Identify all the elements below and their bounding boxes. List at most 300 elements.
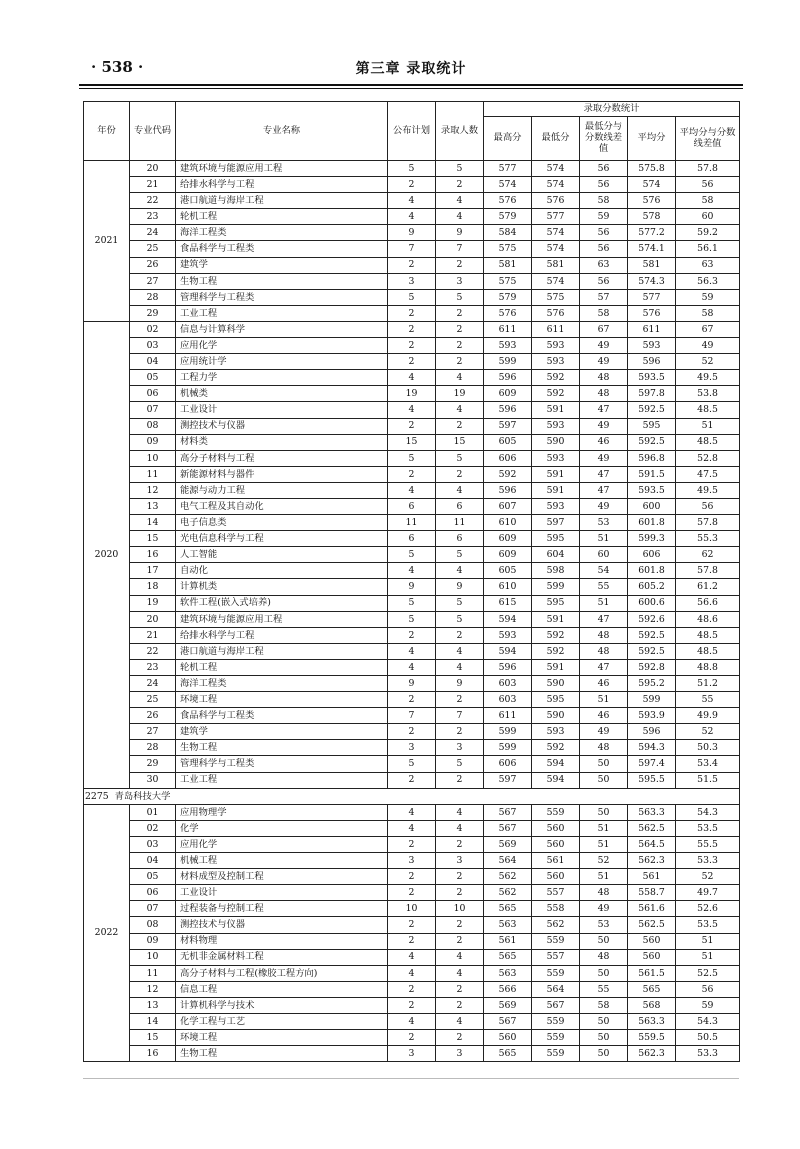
avg-diff-cell: 49.7 bbox=[676, 885, 740, 901]
major-name-cell: 材料物理 bbox=[176, 933, 388, 949]
planned-cell: 2 bbox=[388, 724, 436, 740]
min-score-cell: 574 bbox=[532, 225, 580, 241]
major-name-cell: 新能源材料与器件 bbox=[176, 466, 388, 482]
max-score-cell: 599 bbox=[484, 354, 532, 370]
avg-diff-cell: 56.3 bbox=[676, 273, 740, 289]
min-diff-cell: 47 bbox=[580, 466, 628, 482]
max-score-cell: 565 bbox=[484, 1046, 532, 1062]
planned-cell: 6 bbox=[388, 531, 436, 547]
max-score-cell: 596 bbox=[484, 370, 532, 386]
major-name-cell: 生物工程 bbox=[176, 273, 388, 289]
admitted-cell: 2 bbox=[436, 257, 484, 273]
min-diff-cell: 50 bbox=[580, 1030, 628, 1046]
major-code-cell: 05 bbox=[130, 869, 176, 885]
avg-score-cell: 576 bbox=[628, 305, 676, 321]
planned-cell: 4 bbox=[388, 370, 436, 386]
max-score-cell: 615 bbox=[484, 595, 532, 611]
major-name-cell: 材料类 bbox=[176, 434, 388, 450]
major-name-cell: 计算机科学与技术 bbox=[176, 997, 388, 1013]
planned-cell: 4 bbox=[388, 193, 436, 209]
avg-diff-cell: 52 bbox=[676, 724, 740, 740]
major-code-cell: 24 bbox=[130, 225, 176, 241]
admitted-cell: 4 bbox=[436, 402, 484, 418]
table-row bbox=[84, 853, 740, 869]
min-diff-cell: 60 bbox=[580, 547, 628, 563]
major-code-cell: 26 bbox=[130, 708, 176, 724]
major-code-cell: 20 bbox=[130, 161, 176, 177]
avg-diff-cell: 51.5 bbox=[676, 772, 740, 788]
university-code: 2275 bbox=[85, 790, 109, 802]
min-score-cell: 560 bbox=[532, 869, 580, 885]
major-name-cell: 环境工程 bbox=[176, 692, 388, 708]
min-score-cell: 576 bbox=[532, 305, 580, 321]
admitted-cell: 2 bbox=[436, 724, 484, 740]
planned-cell: 2 bbox=[388, 885, 436, 901]
header-rule bbox=[79, 84, 743, 86]
planned-cell: 19 bbox=[388, 386, 436, 402]
planned-cell: 2 bbox=[388, 692, 436, 708]
max-score-cell: 596 bbox=[484, 659, 532, 675]
admitted-cell: 4 bbox=[436, 193, 484, 209]
table-row bbox=[84, 708, 740, 724]
admitted-cell: 3 bbox=[436, 740, 484, 756]
min-score-cell: 564 bbox=[532, 981, 580, 997]
planned-cell: 2 bbox=[388, 321, 436, 337]
planned-cell: 10 bbox=[388, 901, 436, 917]
major-name-cell: 港口航道与海岸工程 bbox=[176, 643, 388, 659]
major-name-cell: 信息与计算科学 bbox=[176, 321, 388, 337]
university-row bbox=[84, 788, 740, 804]
avg-score-cell: 565 bbox=[628, 981, 676, 997]
avg-score-cell: 593.9 bbox=[628, 708, 676, 724]
major-name-cell: 给排水科学与工程 bbox=[176, 177, 388, 193]
admitted-cell: 7 bbox=[436, 708, 484, 724]
planned-cell: 9 bbox=[388, 225, 436, 241]
major-code-cell: 29 bbox=[130, 305, 176, 321]
avg-score-cell: 562.5 bbox=[628, 820, 676, 836]
major-name-cell: 人工智能 bbox=[176, 547, 388, 563]
min-diff-cell: 48 bbox=[580, 627, 628, 643]
min-diff-cell: 55 bbox=[580, 579, 628, 595]
avg-diff-cell: 59 bbox=[676, 289, 740, 305]
avg-diff-cell: 48.6 bbox=[676, 611, 740, 627]
min-score-cell: 575 bbox=[532, 289, 580, 305]
max-score-cell: 594 bbox=[484, 611, 532, 627]
min-score-cell: 559 bbox=[532, 965, 580, 981]
admitted-cell: 2 bbox=[436, 466, 484, 482]
planned-cell: 2 bbox=[388, 627, 436, 643]
min-score-cell: 593 bbox=[532, 450, 580, 466]
major-code-cell: 16 bbox=[130, 1046, 176, 1062]
table-row bbox=[84, 1030, 740, 1046]
max-score-cell: 569 bbox=[484, 997, 532, 1013]
major-code-cell: 29 bbox=[130, 756, 176, 772]
min-diff-cell: 49 bbox=[580, 450, 628, 466]
avg-score-cell: 611 bbox=[628, 321, 676, 337]
admitted-cell: 3 bbox=[436, 273, 484, 289]
header-year: 年份 bbox=[84, 102, 130, 161]
table-row bbox=[84, 740, 740, 756]
max-score-cell: 610 bbox=[484, 515, 532, 531]
avg-diff-cell: 48.5 bbox=[676, 627, 740, 643]
table-row bbox=[84, 949, 740, 965]
major-name-cell: 工业工程 bbox=[176, 305, 388, 321]
table-row bbox=[84, 563, 740, 579]
max-score-cell: 576 bbox=[484, 305, 532, 321]
major-name-cell: 电气工程及其自动化 bbox=[176, 498, 388, 514]
header-avg: 平均分 bbox=[628, 117, 676, 161]
admitted-cell: 9 bbox=[436, 225, 484, 241]
avg-score-cell: 563.3 bbox=[628, 804, 676, 820]
avg-diff-cell: 55.3 bbox=[676, 531, 740, 547]
max-score-cell: 576 bbox=[484, 193, 532, 209]
avg-score-cell: 595.5 bbox=[628, 772, 676, 788]
avg-score-cell: 596 bbox=[628, 724, 676, 740]
avg-diff-cell: 60 bbox=[676, 209, 740, 225]
min-score-cell: 559 bbox=[532, 1030, 580, 1046]
avg-diff-cell: 53.3 bbox=[676, 1046, 740, 1062]
header-avg-diff: 平均分与分数线差值 bbox=[676, 117, 740, 161]
header-score-stats: 录取分数统计 bbox=[484, 102, 740, 117]
avg-diff-cell: 59 bbox=[676, 997, 740, 1013]
table-row bbox=[84, 498, 740, 514]
min-score-cell: 557 bbox=[532, 949, 580, 965]
min-score-cell: 591 bbox=[532, 611, 580, 627]
avg-score-cell: 562.3 bbox=[628, 853, 676, 869]
min-diff-cell: 59 bbox=[580, 209, 628, 225]
major-name-cell: 应用物理学 bbox=[176, 804, 388, 820]
min-score-cell: 595 bbox=[532, 692, 580, 708]
min-diff-cell: 46 bbox=[580, 676, 628, 692]
admission-score-table bbox=[83, 101, 740, 1062]
major-name-cell: 海洋工程类 bbox=[176, 676, 388, 692]
max-score-cell: 567 bbox=[484, 1013, 532, 1029]
planned-cell: 4 bbox=[388, 563, 436, 579]
max-score-cell: 563 bbox=[484, 965, 532, 981]
min-diff-cell: 49 bbox=[580, 498, 628, 514]
avg-score-cell: 599 bbox=[628, 692, 676, 708]
admitted-cell: 2 bbox=[436, 1030, 484, 1046]
min-diff-cell: 52 bbox=[580, 853, 628, 869]
max-score-cell: 605 bbox=[484, 434, 532, 450]
min-score-cell: 559 bbox=[532, 1046, 580, 1062]
min-diff-cell: 54 bbox=[580, 563, 628, 579]
admitted-cell: 2 bbox=[436, 338, 484, 354]
min-score-cell: 591 bbox=[532, 482, 580, 498]
max-score-cell: 575 bbox=[484, 273, 532, 289]
max-score-cell: 609 bbox=[484, 531, 532, 547]
avg-score-cell: 560 bbox=[628, 949, 676, 965]
min-score-cell: 560 bbox=[532, 836, 580, 852]
major-name-cell: 自动化 bbox=[176, 563, 388, 579]
avg-score-cell: 561.6 bbox=[628, 901, 676, 917]
avg-score-cell: 597.4 bbox=[628, 756, 676, 772]
avg-diff-cell: 63 bbox=[676, 257, 740, 273]
min-score-cell: 594 bbox=[532, 772, 580, 788]
min-score-cell: 567 bbox=[532, 997, 580, 1013]
min-score-cell: 593 bbox=[532, 338, 580, 354]
planned-cell: 2 bbox=[388, 997, 436, 1013]
chapter-title: 第三章 录取统计 bbox=[355, 61, 467, 77]
max-score-cell: 564 bbox=[484, 853, 532, 869]
avg-score-cell: 577 bbox=[628, 289, 676, 305]
major-name-cell: 轮机工程 bbox=[176, 659, 388, 675]
planned-cell: 2 bbox=[388, 177, 436, 193]
min-score-cell: 590 bbox=[532, 434, 580, 450]
admitted-cell: 2 bbox=[436, 869, 484, 885]
table-row bbox=[84, 1046, 740, 1062]
avg-score-cell: 592.6 bbox=[628, 611, 676, 627]
min-score-cell: 592 bbox=[532, 386, 580, 402]
major-name-cell: 管理科学与工程类 bbox=[176, 756, 388, 772]
table-row bbox=[84, 997, 740, 1013]
table-row bbox=[84, 515, 740, 531]
min-diff-cell: 50 bbox=[580, 756, 628, 772]
min-diff-cell: 58 bbox=[580, 305, 628, 321]
avg-diff-cell: 47.5 bbox=[676, 466, 740, 482]
year-cell: 2021 bbox=[84, 161, 130, 322]
admitted-cell: 9 bbox=[436, 579, 484, 595]
avg-diff-cell: 53.8 bbox=[676, 386, 740, 402]
table-row bbox=[84, 933, 740, 949]
major-code-cell: 08 bbox=[130, 917, 176, 933]
admitted-cell: 2 bbox=[436, 627, 484, 643]
major-code-cell: 19 bbox=[130, 595, 176, 611]
planned-cell: 9 bbox=[388, 579, 436, 595]
major-name-cell: 材料成型及控制工程 bbox=[176, 869, 388, 885]
planned-cell: 2 bbox=[388, 257, 436, 273]
admitted-cell: 4 bbox=[436, 370, 484, 386]
header-min-diff: 最低分与分数线差值 bbox=[580, 117, 628, 161]
major-code-cell: 10 bbox=[130, 949, 176, 965]
planned-cell: 2 bbox=[388, 869, 436, 885]
major-code-cell: 12 bbox=[130, 981, 176, 997]
avg-score-cell: 562.3 bbox=[628, 1046, 676, 1062]
avg-score-cell: 581 bbox=[628, 257, 676, 273]
min-score-cell: 590 bbox=[532, 708, 580, 724]
max-score-cell: 565 bbox=[484, 901, 532, 917]
major-name-cell: 高分子材料与工程(橡胶工程方向) bbox=[176, 965, 388, 981]
planned-cell: 2 bbox=[388, 981, 436, 997]
major-code-cell: 17 bbox=[130, 563, 176, 579]
major-code-cell: 25 bbox=[130, 692, 176, 708]
max-score-cell: 603 bbox=[484, 692, 532, 708]
avg-score-cell: 564.5 bbox=[628, 836, 676, 852]
major-code-cell: 23 bbox=[130, 659, 176, 675]
planned-cell: 2 bbox=[388, 836, 436, 852]
min-score-cell: 581 bbox=[532, 257, 580, 273]
major-code-cell: 16 bbox=[130, 547, 176, 563]
table-row bbox=[84, 482, 740, 498]
admitted-cell: 4 bbox=[436, 659, 484, 675]
page-number: · 538 · bbox=[91, 58, 144, 76]
major-code-cell: 11 bbox=[130, 965, 176, 981]
major-name-cell: 建筑学 bbox=[176, 257, 388, 273]
avg-score-cell: 563.3 bbox=[628, 1013, 676, 1029]
avg-diff-cell: 52 bbox=[676, 354, 740, 370]
major-code-cell: 30 bbox=[130, 772, 176, 788]
admitted-cell: 2 bbox=[436, 836, 484, 852]
avg-diff-cell: 51 bbox=[676, 418, 740, 434]
planned-cell: 4 bbox=[388, 659, 436, 675]
min-diff-cell: 58 bbox=[580, 193, 628, 209]
avg-score-cell: 561.5 bbox=[628, 965, 676, 981]
planned-cell: 2 bbox=[388, 772, 436, 788]
max-score-cell: 562 bbox=[484, 885, 532, 901]
min-diff-cell: 55 bbox=[580, 981, 628, 997]
major-name-cell: 应用化学 bbox=[176, 338, 388, 354]
avg-diff-cell: 54.3 bbox=[676, 804, 740, 820]
planned-cell: 4 bbox=[388, 482, 436, 498]
min-score-cell: 592 bbox=[532, 740, 580, 756]
table-row bbox=[84, 611, 740, 627]
table-row bbox=[84, 531, 740, 547]
min-diff-cell: 47 bbox=[580, 402, 628, 418]
avg-diff-cell: 48.5 bbox=[676, 402, 740, 418]
planned-cell: 2 bbox=[388, 338, 436, 354]
avg-diff-cell: 55 bbox=[676, 692, 740, 708]
planned-cell: 2 bbox=[388, 917, 436, 933]
max-score-cell: 611 bbox=[484, 321, 532, 337]
avg-score-cell: 599.3 bbox=[628, 531, 676, 547]
max-score-cell: 593 bbox=[484, 627, 532, 643]
avg-diff-cell: 49.5 bbox=[676, 482, 740, 498]
max-score-cell: 567 bbox=[484, 804, 532, 820]
planned-cell: 3 bbox=[388, 853, 436, 869]
table-row bbox=[84, 241, 740, 257]
major-name-cell: 化学工程与工艺 bbox=[176, 1013, 388, 1029]
major-name-cell: 建筑环境与能源应用工程 bbox=[176, 611, 388, 627]
max-score-cell: 603 bbox=[484, 676, 532, 692]
max-score-cell: 597 bbox=[484, 772, 532, 788]
min-score-cell: 592 bbox=[532, 643, 580, 659]
max-score-cell: 593 bbox=[484, 338, 532, 354]
avg-score-cell: 601.8 bbox=[628, 563, 676, 579]
avg-diff-cell: 55.5 bbox=[676, 836, 740, 852]
admitted-cell: 2 bbox=[436, 305, 484, 321]
admitted-cell: 19 bbox=[436, 386, 484, 402]
avg-score-cell: 578 bbox=[628, 209, 676, 225]
planned-cell: 4 bbox=[388, 949, 436, 965]
major-code-cell: 14 bbox=[130, 1013, 176, 1029]
min-score-cell: 604 bbox=[532, 547, 580, 563]
min-diff-cell: 49 bbox=[580, 354, 628, 370]
major-name-cell: 高分子材料与工程 bbox=[176, 450, 388, 466]
major-code-cell: 04 bbox=[130, 354, 176, 370]
major-name-cell: 化学 bbox=[176, 820, 388, 836]
table-row bbox=[84, 370, 740, 386]
avg-diff-cell: 57.8 bbox=[676, 515, 740, 531]
table-row bbox=[84, 193, 740, 209]
major-name-cell: 管理科学与工程类 bbox=[176, 289, 388, 305]
admitted-cell: 15 bbox=[436, 434, 484, 450]
major-code-cell: 06 bbox=[130, 386, 176, 402]
major-code-cell: 22 bbox=[130, 193, 176, 209]
avg-diff-cell: 58 bbox=[676, 305, 740, 321]
admitted-cell: 2 bbox=[436, 321, 484, 337]
avg-score-cell: 592.5 bbox=[628, 643, 676, 659]
min-diff-cell: 48 bbox=[580, 885, 628, 901]
admitted-cell: 3 bbox=[436, 853, 484, 869]
major-name-cell: 无机非金属材料工程 bbox=[176, 949, 388, 965]
max-score-cell: 611 bbox=[484, 708, 532, 724]
min-score-cell: 599 bbox=[532, 579, 580, 595]
min-score-cell: 593 bbox=[532, 418, 580, 434]
table-row bbox=[84, 321, 740, 337]
planned-cell: 2 bbox=[388, 466, 436, 482]
min-score-cell: 591 bbox=[532, 402, 580, 418]
avg-diff-cell: 52.8 bbox=[676, 450, 740, 466]
table-row bbox=[84, 820, 740, 836]
table-row bbox=[84, 627, 740, 643]
planned-cell: 5 bbox=[388, 547, 436, 563]
table-row bbox=[84, 338, 740, 354]
min-diff-cell: 50 bbox=[580, 772, 628, 788]
max-score-cell: 609 bbox=[484, 547, 532, 563]
min-score-cell: 558 bbox=[532, 901, 580, 917]
min-diff-cell: 53 bbox=[580, 917, 628, 933]
avg-diff-cell: 58 bbox=[676, 193, 740, 209]
max-score-cell: 577 bbox=[484, 161, 532, 177]
admitted-cell: 4 bbox=[436, 643, 484, 659]
admitted-cell: 2 bbox=[436, 997, 484, 1013]
max-score-cell: 592 bbox=[484, 466, 532, 482]
min-score-cell: 559 bbox=[532, 933, 580, 949]
major-code-cell: 01 bbox=[130, 804, 176, 820]
avg-diff-cell: 53.5 bbox=[676, 917, 740, 933]
min-score-cell: 574 bbox=[532, 177, 580, 193]
avg-score-cell: 576 bbox=[628, 193, 676, 209]
min-diff-cell: 48 bbox=[580, 643, 628, 659]
avg-diff-cell: 53.5 bbox=[676, 820, 740, 836]
table-row bbox=[84, 418, 740, 434]
major-code-cell: 10 bbox=[130, 450, 176, 466]
admitted-cell: 2 bbox=[436, 885, 484, 901]
min-diff-cell: 50 bbox=[580, 1013, 628, 1029]
avg-score-cell: 560 bbox=[628, 933, 676, 949]
table-row bbox=[84, 354, 740, 370]
planned-cell: 3 bbox=[388, 273, 436, 289]
min-diff-cell: 51 bbox=[580, 836, 628, 852]
min-score-cell: 611 bbox=[532, 321, 580, 337]
max-score-cell: 575 bbox=[484, 241, 532, 257]
min-diff-cell: 51 bbox=[580, 531, 628, 547]
table-row bbox=[84, 724, 740, 740]
planned-cell: 7 bbox=[388, 241, 436, 257]
planned-cell: 5 bbox=[388, 595, 436, 611]
major-name-cell: 机械工程 bbox=[176, 853, 388, 869]
min-diff-cell: 50 bbox=[580, 1046, 628, 1062]
max-score-cell: 574 bbox=[484, 177, 532, 193]
avg-diff-cell: 51 bbox=[676, 949, 740, 965]
avg-diff-cell: 56 bbox=[676, 498, 740, 514]
admitted-cell: 2 bbox=[436, 917, 484, 933]
table-row bbox=[84, 402, 740, 418]
avg-score-cell: 592.5 bbox=[628, 434, 676, 450]
avg-score-cell: 595 bbox=[628, 418, 676, 434]
avg-score-cell: 574.3 bbox=[628, 273, 676, 289]
avg-score-cell: 595.2 bbox=[628, 676, 676, 692]
admitted-cell: 5 bbox=[436, 595, 484, 611]
planned-cell: 4 bbox=[388, 402, 436, 418]
min-diff-cell: 63 bbox=[580, 257, 628, 273]
table-row bbox=[84, 547, 740, 563]
table-row bbox=[84, 917, 740, 933]
max-score-cell: 562 bbox=[484, 869, 532, 885]
min-score-cell: 590 bbox=[532, 676, 580, 692]
planned-cell: 3 bbox=[388, 740, 436, 756]
planned-cell: 5 bbox=[388, 289, 436, 305]
